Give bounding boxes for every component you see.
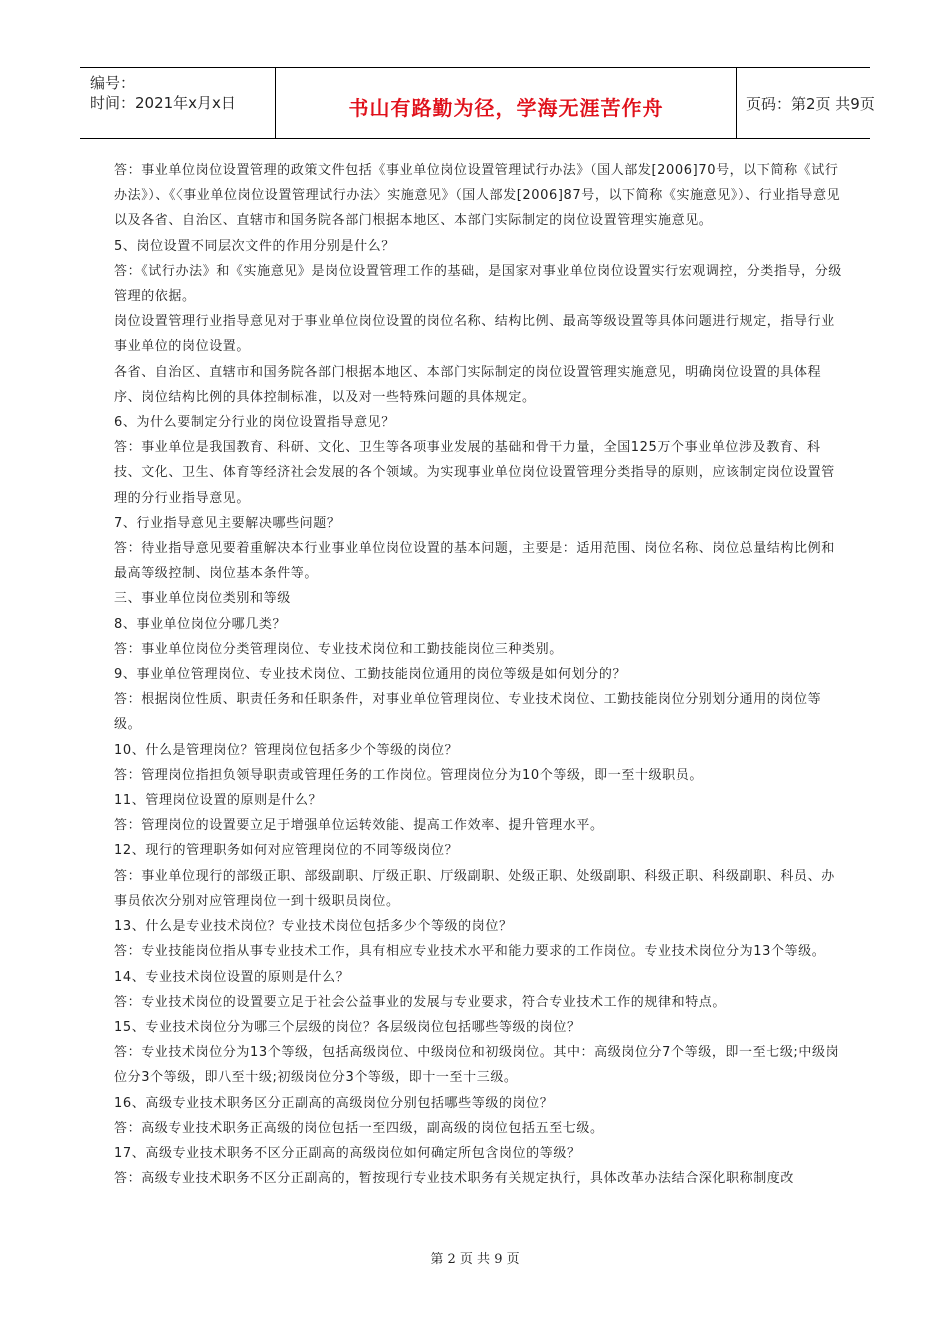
answer-paragraph: 答：专业技能岗位指从事专业技术工作，具有相应专业技术水平和能力要求的工作岗位。专业技术岗位分为13个等级。 — [114, 944, 826, 960]
page-footer: 第 2 页 共 9 页 — [430, 1252, 520, 1267]
motto: 书山有路勤为径，学海无涯苦作舟 — [348, 96, 664, 120]
answer-paragraph: 答：高级专业技术职务不区分正副高的，暂按现行专业技术职务有关规定执行，具体改革办法结合深化职称制度改 — [114, 1171, 795, 1187]
answer-paragraph: 答：事业单位岗位设置管理的政策文件包括《事业单位岗位设置管理试行办法》（国人部发[2006]70号，以下简称《试行办法》）、《〈事业单位岗位设置管理试行办法〉实施意见》（国人部发[2006]87号，以下简称《实施意见》）、行业指导意见以及各省、自治区、直辖市和国务院各部门根据本地区、本部门实际制定的岗位设置管理实施意见。 — [114, 163, 841, 229]
question-paragraph: 岗位设置管理行业指导意见对于事业单位岗位设置的岗位名称、结构比例、最高等级设置等具体问题进行规定，指导行业事业单位的岗位设置。 — [114, 314, 835, 355]
question-paragraph: 12、现行的管理职务如何对应管理岗位的不同等级岗位？ — [114, 843, 459, 859]
question-paragraph: 5、岗位设置不同层次文件的作用分别是什么？ — [114, 238, 395, 254]
question-paragraph: 9、事业单位管理岗位、专业技术岗位、工勤技能岗位通用的岗位等级是如何划分的？ — [114, 667, 627, 683]
question-paragraph: 10、什么是管理岗位？管理岗位包括多少个等级的岗位？ — [114, 742, 459, 758]
question-paragraph: 14、专业技术岗位设置的原则是什么？ — [114, 969, 350, 985]
question-paragraph: 11、管理岗位设置的原则是什么？ — [114, 793, 323, 809]
answer-paragraph: 答：事业单位是我国教育、科研、文化、卫生等各项事业发展的基础和骨干力量，全国125万个事业单位涉及教育、科技、文化、卫生、体育等经济社会发展的各个领域。为实现事业单位岗位设置管理分类指导的原则，应该制定岗位设置管理的分行业指导意见。 — [114, 440, 835, 506]
header-page-cell — [736, 68, 875, 138]
page-header — [80, 67, 875, 139]
answer-paragraph: 答：《试行办法》和《实施意见》是岗位设置管理工作的基础，是国家对事业单位岗位设置实行宏观调控，分类指导，分级管理的依据。 — [114, 263, 842, 305]
answer-paragraph: 答：高级专业技术职务正高级的岗位包括一至四级，副高级的岗位包括五至七级。 — [114, 1120, 604, 1136]
answer-paragraph: 答：专业技术岗位的设置要立足于社会公益事业的发展与专业要求，符合专业技术工作的规律和特点。 — [114, 994, 727, 1010]
answer-paragraph: 答：根据岗位性质、职责任务和任职条件，对事业单位管理岗位、专业技术岗位、工勤技能岗位分别划分通用的岗位等级。 — [114, 692, 822, 733]
question-paragraph: 各省、自治区、直辖市和国务院各部门根据本地区、本部门实际制定的岗位设置管理实施意见，明确岗位设置的具体程序、岗位结构比例的具体控制标准，以及对一些特殊问题的具体规定。 — [114, 364, 822, 405]
answer-paragraph: 答：管理岗位的设置要立足于增强单位运转效能、提高工作效率、提升管理水平。 — [114, 818, 604, 834]
question-paragraph: 16、高级专业技术职务区分正副高的高级岗位分别包括哪些等级的岗位？ — [114, 1095, 554, 1111]
answer-paragraph: 答：管理岗位指担负领导职责或管理任务的工作岗位。管理岗位分为10个等级，即一至十级职员。 — [114, 767, 703, 783]
question-paragraph: 6、为什么要制定分行业的岗位设置指导意见？ — [114, 415, 395, 431]
code-label: 编号： — [90, 74, 136, 92]
question-paragraph: 三、事业单位岗位类别和等级 — [114, 591, 291, 607]
header-info-cell — [80, 68, 275, 138]
question-paragraph: 15、专业技术岗位分为哪三个层级的岗位？各层级岗位包括哪些等级的岗位？ — [114, 1019, 581, 1035]
answer-paragraph: 答：专业技术岗位分为13个等级，包括高级岗位、中级岗位和初级岗位。其中：高级岗位分7个等级，即一至七级;中级岗位分3个等级，即八至十级;初级岗位分3个等级，即十一至十三级。 — [114, 1045, 840, 1086]
answer-paragraph: 答：事业单位现行的部级正职、部级副职、厅级正职、厅级副职、处级正职、处级副职、科级正职、科级副职、科员、办事员依次分别对应管理岗位一到十级职员岗位。 — [114, 868, 835, 909]
document-body — [114, 158, 844, 1191]
time-label: 时间：2021年x月x日 — [90, 94, 236, 112]
question-paragraph: 13、什么是专业技术岗位？专业技术岗位包括多少个等级的岗位？ — [114, 919, 513, 935]
question-paragraph: 8、事业单位岗位分哪几类？ — [114, 616, 287, 632]
answer-paragraph: 答：事业单位岗位分类管理岗位、专业技术岗位和工勤技能岗位三种类别。 — [114, 641, 563, 657]
question-paragraph: 17、高级专业技术职务不区分正副高的高级岗位如何确定所包含岗位的等级？ — [114, 1145, 581, 1161]
answer-paragraph: 答：待业指导意见要着重解决本行业事业单位岗位设置的基本问题，主要是：适用范围、岗位名称、岗位总量结构比例和最高等级控制、岗位基本条件等。 — [114, 541, 835, 582]
question-paragraph: 7、行业指导意见主要解决哪些问题？ — [114, 515, 341, 531]
page-number-label: 页码：第2页 共9页 — [746, 95, 875, 113]
header-motto-cell — [275, 68, 737, 138]
